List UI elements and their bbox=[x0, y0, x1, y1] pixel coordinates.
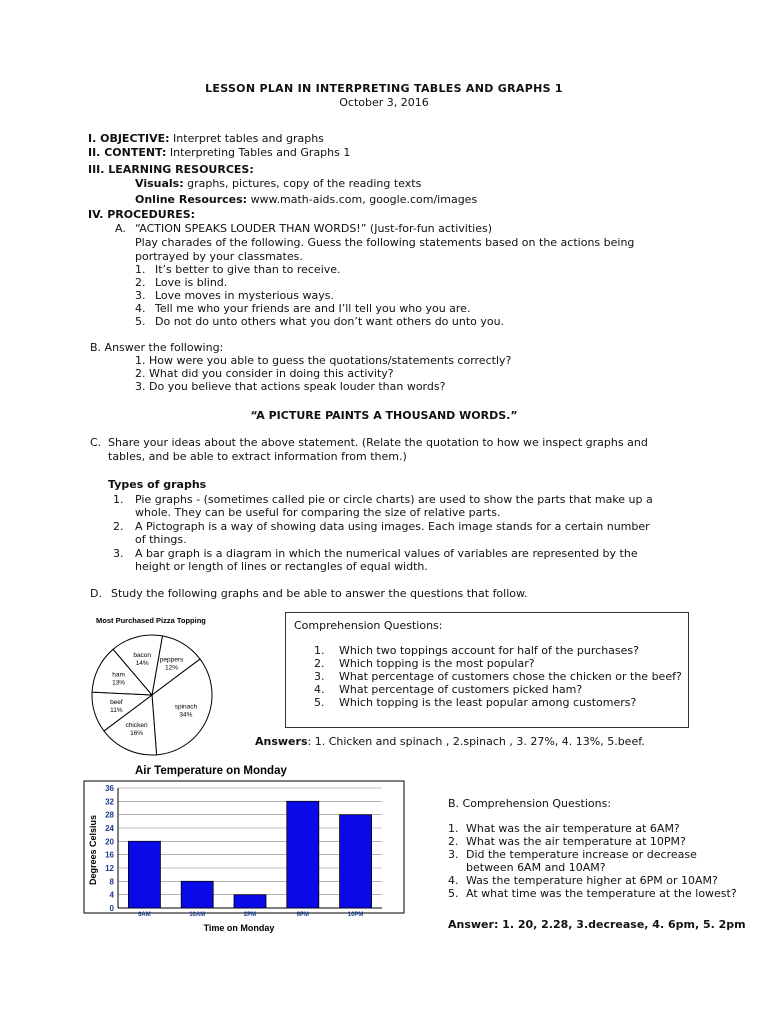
bar-ytick-label: 0 bbox=[109, 904, 114, 913]
answers-1-text: : 1. Chicken and spinach , 2.spinach , 3. 27%, 4. 13%, 5.beef. bbox=[307, 735, 645, 748]
activity-c-letter: C. bbox=[90, 436, 102, 449]
list-item: 2. Which topping is the most popular? bbox=[314, 657, 535, 670]
bar-ytick-label: 4 bbox=[109, 890, 114, 900]
activity-a-intro-1: Play charades of the following. Guess the following statements based on the actions being bbox=[135, 236, 635, 249]
bar-10PM bbox=[340, 815, 372, 908]
activity-b-title: B. Answer the following: bbox=[90, 341, 224, 354]
bar-xtick-label: 6AM bbox=[138, 912, 151, 918]
answers-1-line bbox=[255, 735, 645, 748]
comprehension-1-list bbox=[314, 644, 682, 709]
visuals-line bbox=[135, 177, 421, 190]
bar-ytick-label: 16 bbox=[105, 850, 114, 860]
procedures-label: IV. PROCEDURES: bbox=[88, 208, 196, 221]
activity-b-list bbox=[135, 354, 511, 393]
list-item: 4. Was the temperature higher at 6PM or 10AM? bbox=[448, 874, 718, 887]
answers-1-label: Answers bbox=[255, 735, 308, 748]
content-line bbox=[88, 146, 350, 159]
activity-a-intro-2: portrayed by your classmates. bbox=[135, 250, 303, 263]
list-item: 2. What was the air temperature at 10PM? bbox=[448, 835, 686, 848]
pie-value-peppers: 12% bbox=[164, 664, 179, 672]
comprehension-2-title: B. Comprehension Questions: bbox=[448, 797, 612, 810]
pie-value-spinach: 34% bbox=[179, 711, 193, 719]
visuals-label: Visuals: bbox=[135, 177, 184, 190]
types-item-1: 1. Pie graphs - (sometimes called pie or circle charts) are used to show the parts that make up a whole. They can be useful for comparing the size of relative parts. bbox=[113, 493, 653, 519]
bar-title: Air Temperature on Monday bbox=[135, 765, 287, 777]
pie-label-ham: ham bbox=[112, 671, 125, 679]
bar-ylabel: Degrees Celsius bbox=[88, 814, 98, 886]
page-date: October 3, 2016 bbox=[339, 96, 429, 109]
bar-xtick-label: 10PM bbox=[347, 912, 364, 918]
bar-ytick-label: 36 bbox=[105, 784, 114, 793]
pie-title: Most Purchased Pizza Topping bbox=[96, 616, 206, 625]
activity-d-text: Study the following graphs and be able to answer the questions that follow. bbox=[111, 587, 528, 600]
activity-a-list bbox=[135, 263, 504, 328]
bar-2PM bbox=[234, 895, 266, 908]
online-label: Online Resources: bbox=[135, 193, 248, 206]
online-text: www.math-aids.com, google.com/images bbox=[250, 193, 478, 206]
list-item: 3. Love moves in mysterious ways. bbox=[135, 289, 334, 302]
list-item: 2. What did you consider in doing this activity? bbox=[135, 367, 394, 380]
content-text: Interpreting Tables and Graphs 1 bbox=[169, 146, 351, 159]
objective-text: Interpret tables and graphs bbox=[173, 132, 324, 145]
online-line bbox=[135, 193, 477, 206]
list-item: 1. How were you able to guess the quotations/statements correctly? bbox=[135, 354, 512, 367]
list-item: between 6AM and 10AM? bbox=[466, 861, 606, 874]
visuals-text: graphs, pictures, copy of the reading texts bbox=[187, 177, 422, 190]
list-item: 1. What was the air temperature at 6AM? bbox=[448, 822, 680, 835]
objective-label: I. OBJECTIVE: bbox=[88, 132, 170, 145]
pie-value-bacon: 14% bbox=[135, 660, 149, 668]
bar-6AM bbox=[128, 841, 160, 908]
types-heading: Types of graphs bbox=[108, 478, 207, 491]
bar-10AM bbox=[181, 881, 213, 908]
quote: “A PICTURE PAINTS A THOUSAND WORDS.” bbox=[250, 409, 518, 422]
activity-c-line-1: Share your ideas about the above statement. (Relate the quotation to how we inspect graphs and bbox=[108, 436, 648, 449]
list-item: 4. Tell me who your friends are and I’ll tell you who you are. bbox=[135, 302, 471, 315]
pie-chart-svg bbox=[84, 612, 284, 772]
pie-label-beef: beef bbox=[110, 698, 123, 706]
comprehension-box-1 bbox=[285, 612, 689, 728]
bar-xtick-label: 6PM bbox=[296, 912, 309, 918]
activity-c-line-2: tables, and be able to extract information from them.) bbox=[108, 450, 407, 463]
bar-ytick-label: 24 bbox=[105, 824, 114, 833]
list-item: 4. What percentage of customers picked ham? bbox=[314, 683, 583, 696]
bar-xtick-label: 10AM bbox=[189, 912, 206, 918]
pie-label-spinach: spinach bbox=[174, 703, 198, 711]
comprehension-2-list bbox=[448, 822, 737, 900]
list-item: 3. What percentage of customers chose the chicken or the beef? bbox=[314, 670, 682, 683]
activity-d-letter: D. bbox=[90, 587, 102, 600]
pie-value-ham: 13% bbox=[112, 679, 126, 687]
objective-line bbox=[88, 132, 324, 145]
list-item: 5. Do not do unto others what you don’t want others do unto you. bbox=[135, 315, 505, 328]
list-item: 3. Did the temperature increase or decrease bbox=[448, 848, 697, 861]
pie-value-beef: 11% bbox=[110, 706, 123, 714]
list-item: 2. Love is blind. bbox=[135, 276, 228, 289]
bar-ytick-label: 12 bbox=[105, 864, 114, 873]
pie-value-chicken: 16% bbox=[130, 729, 144, 737]
list-item: 3. Do you believe that actions speak louder than words? bbox=[135, 380, 446, 393]
pie-chart bbox=[84, 612, 284, 772]
types-item-3: 3. A bar graph is a diagram in which the numerical values of variables are represented by the height or length of lines or rectangles of equal width. bbox=[113, 547, 638, 573]
list-item: 1. Which two toppings account for half of the purchases? bbox=[314, 644, 639, 657]
pie-label-bacon: bacon bbox=[133, 652, 152, 660]
bar-chart-svg bbox=[82, 760, 412, 938]
bar-ytick-label: 20 bbox=[105, 837, 114, 847]
bar-ytick-label: 28 bbox=[105, 810, 114, 820]
bar-xlabel: Time on Monday bbox=[203, 923, 275, 933]
bar-chart bbox=[82, 760, 412, 938]
bar-ytick-label: 32 bbox=[105, 797, 114, 807]
resources-label: III. LEARNING RESOURCES: bbox=[88, 163, 254, 176]
list-item: 5. Which topping is the least popular among customers? bbox=[314, 696, 637, 709]
activity-a-title: “ACTION SPEAKS LOUDER THAN WORDS!” (Just-for-fun activities) bbox=[135, 222, 493, 235]
pie-label-peppers: peppers bbox=[159, 656, 184, 664]
bar-ytick-label: 8 bbox=[109, 877, 114, 887]
content-label: II. CONTENT: bbox=[88, 146, 167, 159]
list-item: 1. It’s better to give than to receive. bbox=[135, 263, 341, 276]
bar-6PM bbox=[287, 801, 319, 908]
activity-a-letter: A. bbox=[115, 222, 126, 235]
list-item: 5. At what time was the temperature at the lowest? bbox=[448, 887, 737, 900]
bar-xtick-label: 2PM bbox=[243, 912, 257, 918]
pie-label-chicken: chicken bbox=[125, 721, 148, 729]
page-title: LESSON PLAN IN INTERPRETING TABLES AND GRAPHS 1 bbox=[205, 82, 563, 95]
comprehension-1-title: Comprehension Questions: bbox=[294, 619, 443, 632]
types-item-2: 2. A Pictograph is a way of showing data using images. Each image stands for a certain number of things. bbox=[113, 520, 650, 546]
answers-2: Answer: 1. 20, 2.28, 3.decrease, 4. 6pm, 5. 2pm bbox=[448, 918, 746, 931]
